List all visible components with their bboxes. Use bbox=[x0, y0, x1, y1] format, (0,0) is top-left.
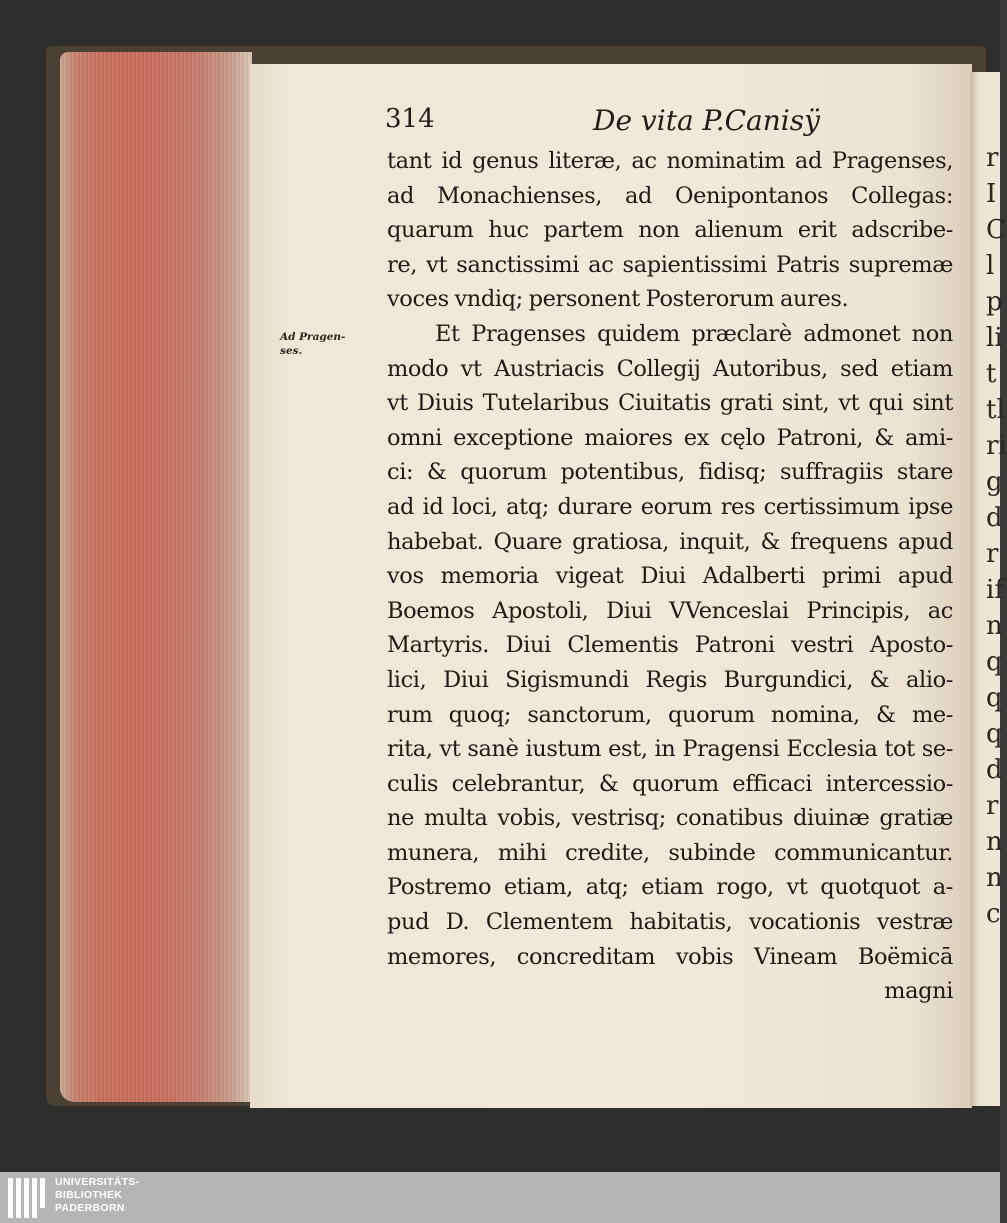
text-line: re, vt sanctissimi ac sapientissimi Patris supremæ bbox=[387, 251, 953, 278]
facing-page-letter: c bbox=[986, 899, 1001, 929]
text-line: pud D. Clementem habitatis, vocationis vestræ bbox=[387, 909, 953, 936]
text-line: culis celebrantur, & quorum efficaci intercessio- bbox=[387, 770, 953, 797]
text-line: munera, mihi credite, subinde communicantur. bbox=[387, 839, 953, 866]
facing-page-letter: l bbox=[986, 251, 995, 281]
facing-page-letters bbox=[986, 140, 1007, 932]
text-line: Et Pragenses quidem præclarè admonet non bbox=[435, 320, 953, 347]
facing-page-letter: g bbox=[986, 467, 1003, 497]
catchword: magni bbox=[884, 978, 953, 1005]
marginal-note-line: ses. bbox=[280, 345, 303, 357]
running-head: De vita P.Canisÿ bbox=[593, 104, 820, 137]
facing-page-letter: n bbox=[986, 611, 1003, 641]
text-line: memores, concreditam vobis Vineam Boëmicā bbox=[387, 943, 953, 970]
text-line: ne multa vobis, vestrisq; conatibus diuinæ gratiæ bbox=[387, 805, 953, 832]
text-line: tant id genus literæ, ac nominatim ad Pragenses, bbox=[387, 148, 953, 174]
facing-page-letter: d bbox=[986, 503, 1003, 533]
facing-page-letter: t bbox=[986, 359, 997, 389]
library-name-line: PADERBORN bbox=[55, 1202, 125, 1214]
text-line: vos memoria vigeat Diui Adalberti primi apud bbox=[387, 563, 953, 590]
text-line: modo vt Austriacis Collegij Autoribus, sed etiam bbox=[387, 355, 953, 382]
facing-page-letter: q bbox=[986, 719, 1003, 749]
facing-page-letter: I bbox=[986, 179, 997, 209]
text-line: Martyris. Diui Clementis Patroni vestri Aposto- bbox=[387, 632, 953, 659]
facing-page-letter: q bbox=[986, 683, 1003, 713]
facing-page-letter: tl bbox=[986, 395, 1005, 425]
text-line: ci: & quorum potentibus, fidisq; suffragiis stare bbox=[387, 459, 953, 486]
text-line: vt Diuis Tutelaribus Ciuitatis grati sint, vt qui sint bbox=[387, 390, 953, 417]
facing-page-letter: p bbox=[986, 287, 1003, 317]
facing-page-letter: C bbox=[986, 215, 1006, 245]
facing-page-letter: r bbox=[986, 791, 999, 821]
page-edge-block bbox=[60, 52, 252, 1102]
text-line: Boemos Apostoli, Diui VVenceslai Principis, ac bbox=[387, 597, 953, 624]
page-header bbox=[385, 104, 955, 144]
text-line: voces vndiq; personent Posterorum aures. bbox=[387, 286, 849, 313]
text-line: Postremo etiam, atq; etiam rogo, vt quotquot a- bbox=[387, 874, 953, 901]
facing-page-letter: if bbox=[986, 575, 1004, 605]
text-line: habebat. Quare gratiosa, inquit, & frequens apud bbox=[387, 528, 953, 555]
marginal-note bbox=[280, 330, 370, 358]
text-line: rum quoq; sanctorum, quorum nomina, & me- bbox=[387, 701, 953, 728]
library-logo-icon bbox=[8, 1178, 48, 1218]
library-name-line: UNIVERSITÄTS- bbox=[55, 1176, 140, 1188]
library-name bbox=[55, 1176, 139, 1215]
text-line: ad Monachienses, ad Oenipontanos Collegas: bbox=[387, 182, 953, 209]
facing-page-letter: li bbox=[986, 323, 1003, 353]
facing-page-letter: d bbox=[986, 755, 1003, 785]
text-line: rita, vt sanè iustum est, in Pragensi Ecclesia tot se- bbox=[387, 736, 953, 763]
facing-page-letter: n bbox=[986, 827, 1003, 857]
text-line: ad id loci, atq; durare eorum res certissimum ipse bbox=[387, 493, 953, 520]
facing-page-letter: r bbox=[986, 143, 999, 173]
facing-page-letter: r bbox=[986, 539, 999, 569]
text-line: quarum huc partem non alienum erit adscribe- bbox=[387, 217, 953, 244]
text-line: omni exceptione maiores ex cęlo Patroni, & ami- bbox=[387, 424, 953, 451]
library-name-line: BIBLIOTHEK bbox=[55, 1189, 123, 1201]
body-text bbox=[387, 144, 953, 1009]
library-footer-bar bbox=[0, 1172, 1000, 1223]
facing-page-letter: ri bbox=[986, 431, 1007, 461]
marginal-note-line: Ad Pragen- bbox=[280, 331, 346, 343]
page-number: 314 bbox=[385, 104, 435, 134]
facing-page-letter: q bbox=[986, 647, 1003, 677]
text-line: lici, Diui Sigismundi Regis Burgundici, & alio- bbox=[387, 666, 953, 693]
facing-page-letter: n bbox=[986, 863, 1003, 893]
